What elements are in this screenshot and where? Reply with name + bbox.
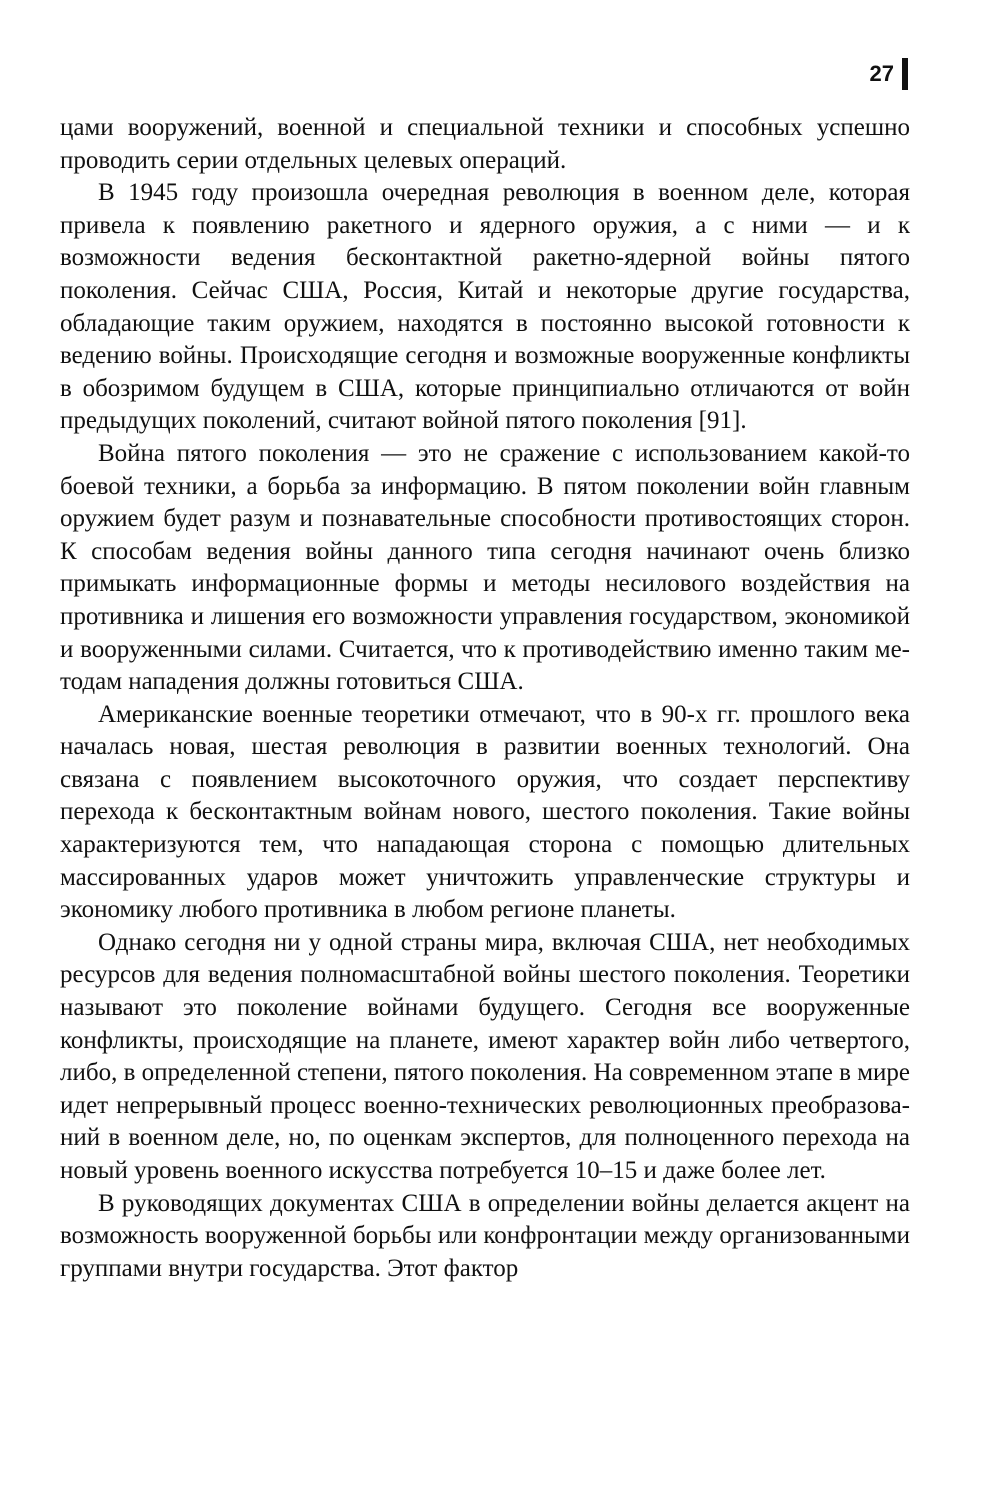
paragraph: Американские военные теоретики отмечают, что в 90-х гг. прошлого века началась новая, шестая революция в развитии военных технологий. Она связана с появлением высокоточного оружия, что создает перспективу перехода к бесконтактным войнам нового, шестого поколения. Такие войны характеризуются тем, что нападающая сторона с помощью длительных массированных ударов может уничтожить управленческие структуры и экономику любого противника в любом регионе планеты. — [60, 700, 910, 924]
text-body — [60, 112, 910, 1285]
paragraph: В руководящих документах США в определении войны делается акцент на возможность вооруженной борьбы или конфронтации между организованными группами внутри государства. Этот фактор — [60, 1189, 910, 1282]
page-edge-marker — [902, 58, 908, 90]
paragraph-continued: цами вооружений, военной и специальной техники и способных успешно проводить серии отдельных целевых операций. — [60, 114, 910, 174]
paragraph: Война пятого поколения — это не сражение с использованием какой-то боевой техники, а борьба за информацию. В пятом поколении войн главным оружием будет разум и познавательные способности противостоящих сторон. К способам ведения войны данного типа сегодня начинают очень близко примыкать информационные формы и методы несилового воздействия на противника и лишения его возможности управления государством, экономикой и вооруженными силами. Считается, что к противодействию именно таким методам нападения должны готовиться США. — [60, 439, 910, 696]
page-number: 27 — [869, 61, 894, 86]
page-header — [870, 58, 908, 90]
paragraph: В 1945 году произошла очередная революция в военном деле, которая привела к появлению ракетного и ядерного оружия, а с ними — и к возможности ведения бесконтактной ракетно-ядерной войны пятого поколения. Сейчас США, Россия, Китай и некоторые другие государства, обладающие таким оружием, находятся в постоянно высокой готовности к ведению войны. Происходящие сегодня и возможные вооруженные конфликты в обозримом будущем в США, которые принципиально отличаются от войн предыдущих поколений, считают войной пятого поколения [91]. — [60, 179, 910, 435]
paragraph: Однако сегодня ни у одной страны мира, включая США, нет необходимых ресурсов для ведения полномасштабной войны шестого поколения. Теоретики называют это поколение войнами будущего. Сегодня все вооруженные конфликты, происходящие на планете, имеют характер войн либо четвертого, либо, в определенной степени, пятого поколения. На современном этапе в мире идет непрерывный процесс военно-технических революционных преобразований в военном деле, но, по оценкам экспертов, для полноценного перехода на новый уровень военного искусства потребуется 10–15 и даже более лет. — [60, 928, 910, 1184]
